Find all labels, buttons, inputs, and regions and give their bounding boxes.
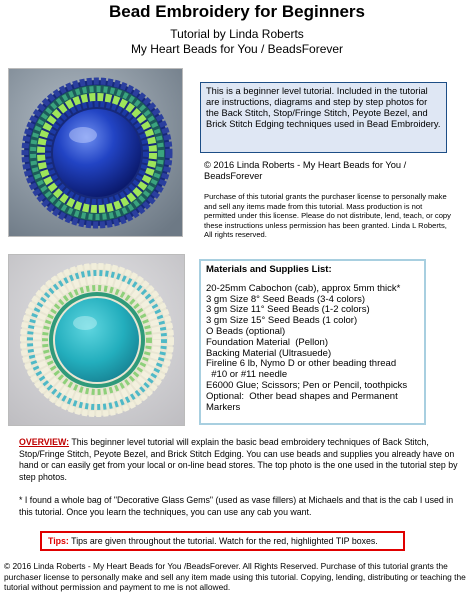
materials-box	[199, 259, 426, 425]
tips-box	[40, 531, 405, 551]
materials-item: #10 or #11 needle	[206, 369, 288, 381]
materials-item: Foundation Material (Pellon)	[206, 336, 328, 348]
materials-item: Optional: Other bead shapes and Permanent	[206, 390, 398, 402]
materials-item: O Beads (optional)	[206, 325, 286, 337]
materials-item: E6000 Glue; Scissors; Pen or Pencil, toothpicks	[206, 379, 408, 391]
turquoise-cabochon-image	[9, 255, 184, 425]
materials-item: 3 gm Size 11° Seed Beads (1-2 colors)	[206, 304, 370, 316]
tutorial-photo-blue-cabochon	[8, 68, 183, 237]
overview-text: This beginner level tutorial will explain the basic bead embroidery techniques of Back Stitch, Stop/Fringe Stitch, Peyote Bezel, and Brick Stitch Edging. You can use beads and supplies you already have on hand or can easily get from your local or on-line bead stores. The top photo is the one used in the tutorial step by step photos.	[19, 437, 458, 482]
blue-cabochon-image	[9, 69, 182, 236]
materials-item: Markers	[206, 401, 241, 413]
tutorial-photo-turquoise-cabochon	[8, 254, 185, 426]
tips-text: Tips are given throughout the tutorial. Watch for the red, highlighted TIP boxes.	[68, 536, 378, 546]
author-line: Tutorial by Linda Roberts	[170, 27, 304, 41]
footer-copyright: © 2016 Linda Roberts - My Heart Beads for You /BeadsForever. All Rights Reserved. Purchase of this tutorial grants the purchaser license to personally make and sell any item made using this tutorial. Copying, lending, distributing or teaching the tutorial without permission and payment to me is not allowed.	[4, 561, 466, 593]
materials-item: 3 gm Size 15° Seed Beads (1 color)	[206, 315, 358, 327]
intro-text: This is a beginner level tutorial. Included in the tutorial are instructions, diagrams and step by step photos for the Back Stitch, Stop/Fringe Stitch, Peyote Bezel, and Brick Stitch Edging techniques used in Bead Embroidery.	[206, 86, 441, 129]
materials-item: 20-25mm Cabochon (cab), approx 5mm thick*	[206, 282, 401, 294]
publisher-line: My Heart Beads for You / BeadsForever	[130, 42, 344, 56]
tips-label: Tips:	[48, 536, 69, 546]
intro-box	[200, 82, 447, 153]
overview-paragraph	[19, 437, 459, 483]
overview-label: OVERVIEW:	[19, 437, 70, 447]
materials-title: Materials and Supplies List:	[206, 264, 332, 275]
materials-item: Backing Material (Ultrasuede)	[206, 347, 332, 359]
page-title: Bead Embroidery for Beginners	[108, 2, 365, 21]
materials-item: 3 gm Size 8° Seed Beads (3-4 colors)	[206, 293, 366, 305]
cabochon-note: * I found a whole bag of "Decorative Glass Gems" (used as vase fillers) at Michaels and that is the cab I used in this tutorial. Once you learn the techniques, you can use any cab you want.	[19, 495, 454, 517]
intro-copyright: © 2016 Linda Roberts - My Heart Beads for You / BeadsForever	[204, 160, 407, 181]
materials-item: Fireline 6 lb, Nymo D or other beading thread	[206, 358, 397, 370]
license-text: Purchase of this tutorial grants the purchaser license to personally make and sell any items made from this tutorial. Mass production is not permitted under this license. Please do not distribute, lend, teach, or copy these instructions unless permission has been granted. Linda L Roberts, All rights reserved.	[204, 192, 451, 239]
